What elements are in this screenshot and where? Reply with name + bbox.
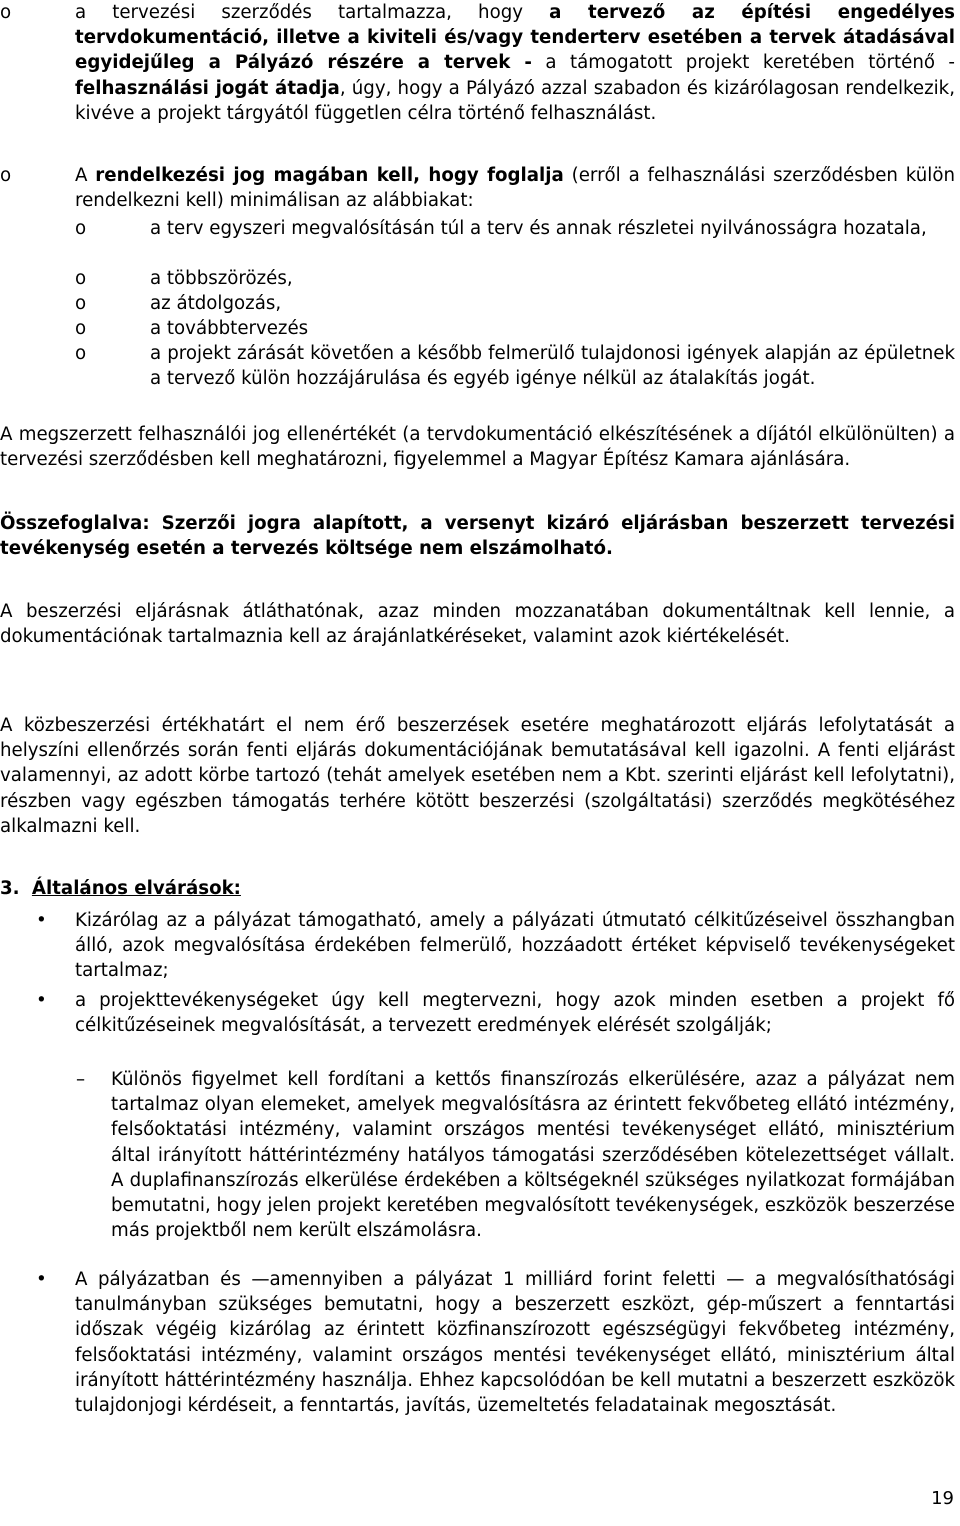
section-heading (0, 876, 955, 901)
fee-paragraph-text: A megszerzett felhasználói jog ellenértékét (a tervdokumentáció elkészítésének a díjától elkülönülten) a tervezési szerződésben kell meghatározni, figyelemmel a Magyar Építész Kamara ajánlására. (0, 424, 955, 471)
transparency-paragraph (0, 599, 955, 649)
double-financing-text: Különös figyelmet kell fordítani a kettős finanszírozás elkerülésére, azaz a pályázat nem tartalmaz olyan elemeket, amelyek megvalósításra az érintett fekvőbeteg ellátó intézmény, felsőoktatási intézmény, valamint országos mentési tevékenységet ellátó, minisztérium által irányított háttérintézmény hatályos támogatási szerződésében kötelezettséget vállalt. A duplafinanszírozás elkerülése érdekében a költségeknél szükséges nyilatkozat formájában bemutatni, hogy jelen projekt keretében megvalósított tevékenységek, eszközök beszerzése más projektből nem került elszámolásra. (111, 1069, 955, 1242)
text-segment: (erről a felhasználási szerződésben külön rendelkezni kell) minimálisan az alábbiakat: (75, 165, 955, 212)
bold-text-segment: a tervező az építési engedélyes tervdokumentáció, illetve a kiviteli és/vagy tenderterv esetében a tervek átadásával egyidejűleg a Pályázó részére a tervek - (75, 2, 955, 74)
list-bullet-o: o (75, 218, 87, 239)
sublist-item-text: a továbbtervezés (150, 318, 309, 339)
general-list-item (0, 1267, 955, 1418)
list-bullet-dot: • (36, 910, 47, 931)
list-bullet-o: o (75, 343, 87, 364)
list-bullet-o: o (75, 318, 87, 339)
rights-list-item-2 (0, 163, 955, 213)
general-list-item (0, 988, 955, 1067)
section-title: Általános elvárások: (31, 878, 241, 899)
general-item-text: a projekttevékenységeket úgy kell megtervezni, hogy azok minden esetben a projekt fő célkitűzéseinek megvalósítását, a tervezett eredmények elérését szolgálják; (75, 990, 955, 1037)
section-number: 3. (0, 878, 20, 899)
sublist-item (0, 266, 955, 291)
text-segment: , úgy, hogy a Pályázó azzal szabadon és kizárólagosan rendelkezik, kivéve a projekt tárgyától független célra történő felhasználást. (75, 77, 955, 124)
sublist-item-text: az átdolgozás, (150, 293, 282, 314)
text-segment: a támogatott projekt keretében történő - (531, 52, 955, 74)
bold-text-segment: felhasználási jogát átadja (75, 77, 340, 99)
fee-paragraph (0, 422, 955, 472)
rights-list-item-1 (0, 0, 955, 126)
summary-text: Összefoglalva: Szerzői jogra alapított, a versenyt kizáró eljárásban beszerzett tervezési tevékenység esetén a tervezés költsége nem elszámolható. (0, 513, 955, 560)
summary-paragraph (0, 511, 955, 561)
text-segment: a tervezési szerződés tartalmazza, hogy (75, 2, 550, 23)
page-number: 19 (931, 1488, 954, 1509)
sublist-item-text: a projekt zárását követően a később felmerülő tulajdonosi igények alapján az épületnek a tervező külön hozzájárulása és egyéb igénye nélkül az átalakítás jogát. (150, 343, 955, 390)
general-item-text: A pályázatban és —amennyiben a pályázat 1 milliárd forint feletti — a megvalósíthatósági tanulmányban szükséges bemutatni, hogy a beszerzett eszközt, gép-műszert a fenntartási időszak végéig kizárólag az érintett közfinanszírozott egészségügyi fekvőbeteg intézmény, felsőoktatási intézmény, valamint országos mentési tevékenységet ellátó, minisztérium által irányított háttérintézmény használja. Ehhez kapcsolódóan be kell mutatni a beszerzett eszközök tulajdonjogi kérdéseit, a fenntartás, javítás, üzemeltetés feladatainak megosztását. (75, 1269, 955, 1417)
dash-list-item (0, 1067, 955, 1267)
bold-text-segment: rendelkezési jog magában kell, hogy foglalja (95, 165, 564, 186)
list-bullet-o: o (75, 293, 87, 314)
disposal-right-text (75, 163, 955, 213)
sublist-item-text: a terv egyszeri megvalósításán túl a terv és annak részletei nyilvánosságra hozatala, (150, 218, 927, 239)
procurement-text: A közbeszerzési értékhatárt el nem érő beszerzések esetére meghatározott eljárás lefolytatását a helyszíni ellenőrzés során fenti eljárás dokumentációjának bemutatásával kell igazolni. A fenti eljárást valamennyi, az adott körbe tartozó (tehát amelyek esetében nem a Kbt. szerinti eljárást kell lefolytatni), részben vagy egészben támogatás terhére kötött beszerzési (szolgáltatási) szerződés megkötéséhez alkalmazni kell. (0, 715, 955, 837)
list-bullet-dash: – (76, 1069, 86, 1090)
list-bullet-o: o (75, 268, 87, 289)
disposal-sublist (0, 216, 955, 391)
general-item-text: Kizárólag az a pályázat támogatható, amely a pályázati útmutató célkitűzéseivel összhangban álló, azok megvalósítása érdekében felmerülő, hozzáadott értéket képviselő tevékenységeket tartalmaz; (75, 910, 955, 982)
list-bullet-dot: • (36, 1269, 47, 1290)
sublist-item (0, 341, 955, 391)
sublist-item (0, 216, 955, 266)
text-segment: A (75, 165, 96, 186)
sublist-item (0, 316, 955, 341)
procurement-paragraph (0, 713, 955, 839)
list-bullet-dot: • (36, 990, 47, 1011)
sublist-item-text: a többszörözés, (150, 268, 293, 289)
rights-transfer-text (75, 0, 955, 126)
list-bullet-o: o (0, 2, 12, 23)
general-list (0, 908, 955, 1418)
transparency-text: A beszerzési eljárásnak átláthatónak, azaz minden mozzanatában dokumentáltnak kell lennie, a dokumentációnak tartalmaznia kell az árajánlatkéréseket, valamint azok kiértékelését. (0, 601, 955, 648)
sublist-item (0, 291, 955, 316)
general-list-item (0, 908, 955, 988)
list-bullet-o: o (0, 165, 12, 186)
